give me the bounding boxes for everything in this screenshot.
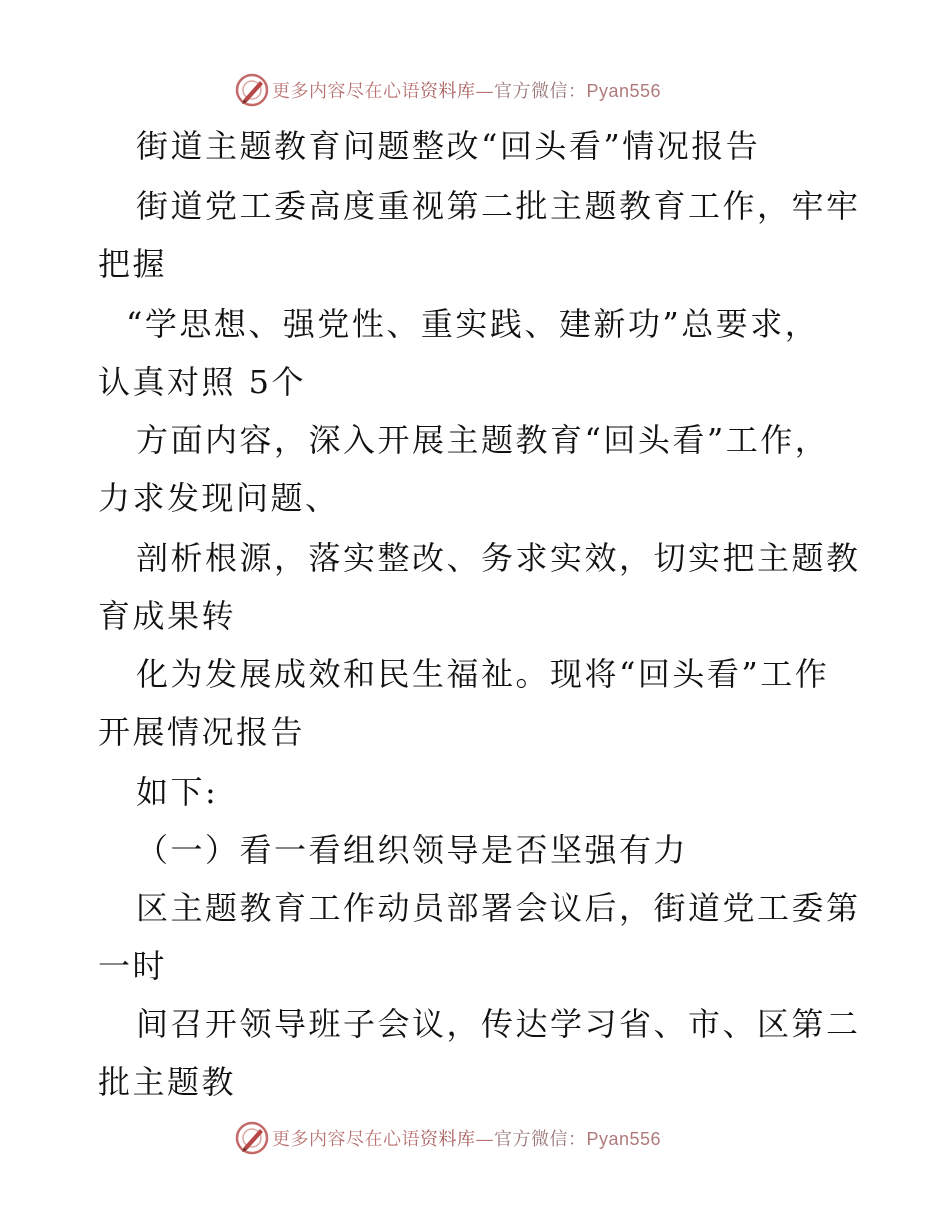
watermark-prefix: 更多内容尽在心语 [272,81,420,102]
header-watermark [0,72,950,112]
watermark-library: 资料库 [420,81,476,102]
paragraph-line: 开展情况报告 [98,713,306,751]
watermark-text [272,1125,661,1151]
paragraph-line: “学思想、强党性、重实践、建新功”总要求， [126,305,820,343]
watermark-library: 资料库 [420,1129,476,1150]
paragraph-line: 间召开领导班子会议，传达学习省、市、区第二 [136,1005,861,1043]
watermark-wechat: 官方微信： [494,1129,587,1150]
paragraph-line: 批主题教 [98,1063,237,1101]
footer-watermark [0,1120,950,1160]
watermark-id: Pyan556 [586,1129,662,1149]
paragraph-line: 区主题教育工作动员部署会议后，街道党工委第 [136,889,861,927]
paragraph-line: 如下: [136,773,219,811]
watermark-dash: — [475,81,494,102]
watermark-text [272,77,661,103]
section-heading: （一）看一看组织领导是否坚强有力 [136,831,689,869]
paragraph-line: 街道党工委高度重视第二批主题教育工作，牢牢 [136,187,861,225]
watermark-wechat: 官方微信： [494,81,587,102]
paragraph-line: 力求发现问题、 [98,479,340,517]
watermark-dash: — [475,1129,494,1150]
watermark-id: Pyan556 [586,81,662,101]
paragraph-line: 把握 [98,245,168,283]
document-title: 街道主题教育问题整改“回头看”情况报告 [136,127,761,165]
paragraph-line: 认真对照 5个 [98,363,307,401]
pen-logo-icon [234,72,270,108]
paragraph-line: 剖析根源，落实整改、务求实效，切实把主题教 [136,539,861,577]
paragraph-line: 化为发展成效和民生福祉。现将“回头看”工作 [136,655,830,693]
paragraph-line: 方面内容，深入开展主题教育“回头看”工作， [136,421,830,459]
paragraph-line: 一时 [98,947,168,985]
pen-logo-icon [234,1120,270,1156]
paragraph-line: 育成果转 [98,597,237,635]
watermark-prefix: 更多内容尽在心语 [272,1129,420,1150]
